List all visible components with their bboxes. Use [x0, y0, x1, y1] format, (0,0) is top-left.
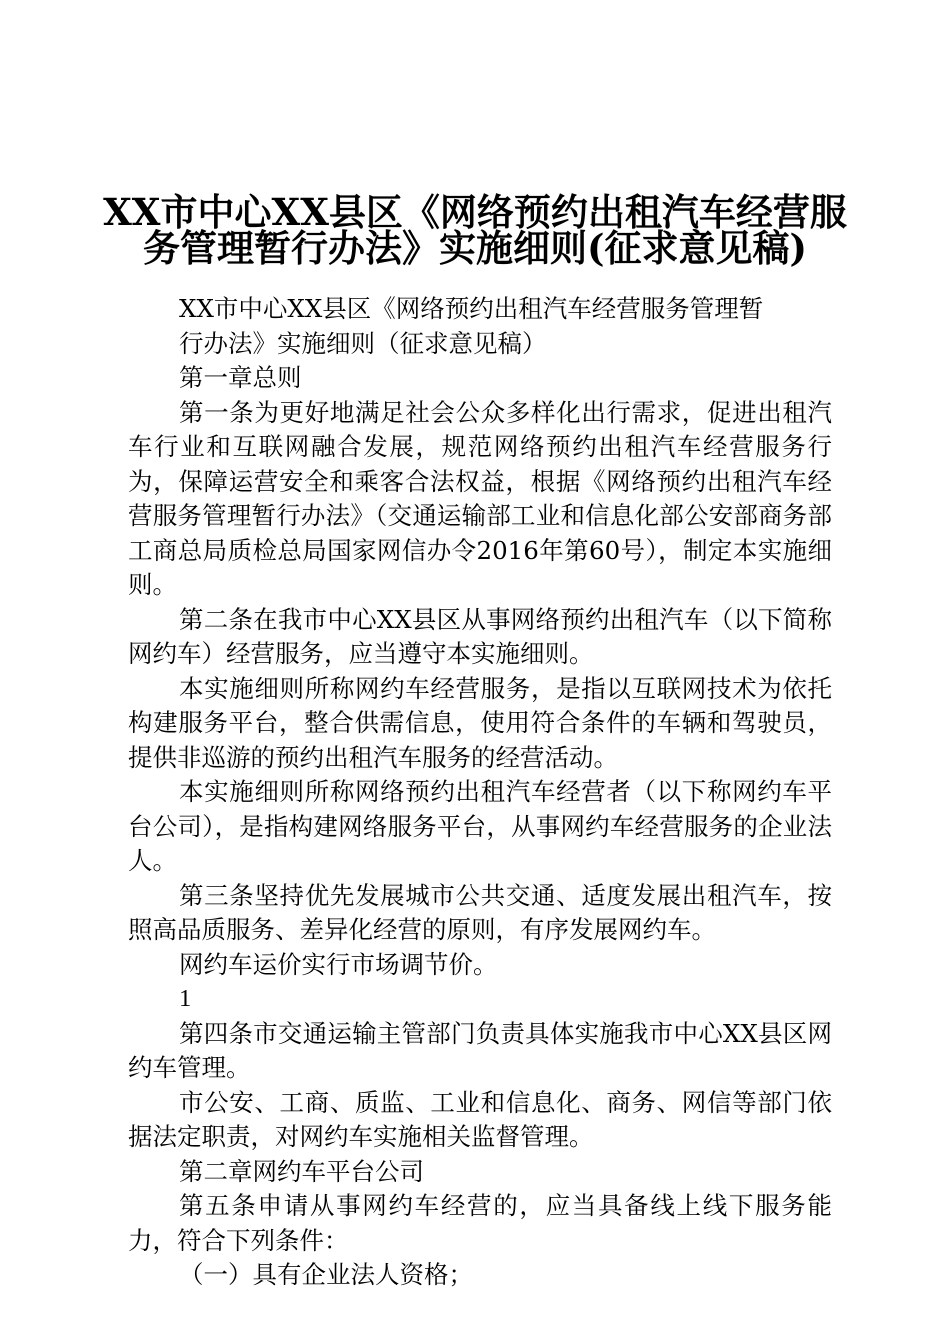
article-paragraph: 本实施细则所称网约车经营服务，是指以互联网技术为依托构建服务平台，整合供需信息，使用符合条件的车辆和驾驶员，提供非巡游的预约出租汽车服务的经营活动。: [128, 673, 832, 772]
article-paragraph: 市公安、工商、质监、工业和信息化、商务、网信等部门依据法定职责，对网约车实施相关监督管理。: [128, 1087, 832, 1151]
chapter-heading: 第二章网约车平台公司: [179, 1156, 424, 1186]
document-title-line-2: 务管理暂行办法》实施细则(征求意见稿): [142, 226, 807, 270]
article-paragraph: 第一条为更好地满足社会公众多样化出行需求，促进出租汽车行业和互联网融合发展，规范网络预约出租汽车经营服务行为，保障运营安全和乘客合法权益，根据《网络预约出租汽车经营服务管理暂行办法》（交通运输部工业和信息化部公安部商务部工商总局质检总局国家网信办令2016年第60号），制定本实施细则。: [128, 397, 832, 599]
chapter-heading: 第一章总则: [179, 363, 302, 392]
article-paragraph: 第二条在我市中心XX县区从事网络预约出租汽车（以下简称网约车）经营服务，应当遵守本实施细则。: [128, 604, 832, 668]
document-subtitle: XX市中心XX县区《网络预约出租汽车经营服务管理暂行办法》实施细则（征求意见稿）: [179, 294, 764, 358]
article-paragraph: 第四条市交通运输主管部门负责具体实施我市中心XX县区网约车管理。: [128, 1018, 832, 1082]
list-item: （一）具有企业法人资格；: [179, 1260, 473, 1289]
article-paragraph: 网约车运价实行市场调节价。: [179, 949, 498, 979]
document-body: [128, 292, 832, 1293]
article-paragraph: 本实施细则所称网络预约出租汽车经营者（以下称网约车平台公司），是指构建网络服务平台，从事网约车经营服务的企业法人。: [128, 777, 832, 875]
document-title-line-1: XX市中心XX县区《网络预约出租汽车经营服: [103, 190, 847, 234]
article-paragraph: 第五条申请从事网约车经营的，应当具备线上线下服务能力，符合下列条件：: [128, 1191, 832, 1255]
article-paragraph: 第三条坚持优先发展城市公共交通、适度发展出租汽车，按照高品质服务、差异化经营的原则，有序发展网约车。: [128, 880, 832, 944]
page-number: 1: [179, 985, 192, 1012]
